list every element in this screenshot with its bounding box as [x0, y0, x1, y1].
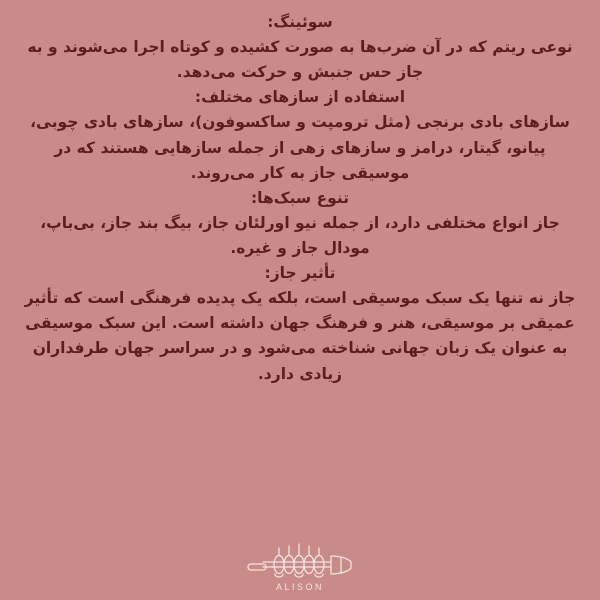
footer-logo-area: [0, 538, 600, 592]
section-heading: استفاده از سازهای مختلف:: [194, 88, 406, 107]
section-heading: تأثیر جاز:: [264, 264, 336, 283]
section-instruments: [22, 85, 578, 185]
section-swing: [22, 10, 578, 85]
section-paragraph: سازهای بادی برنجی (مثل ترومپت و ساکسوفون)، سازهای بادی چوبی، پیانو، گیتار، درامز و سازهای زهی از جمله سازهایی هستند که در موسیقی جاز به کار می‌روند.: [30, 113, 570, 182]
section-paragraph: نوعی ریتم که در آن ضرب‌ها به صورت کشیده و کوتاه اجرا می‌شوند و به جاز حس جنبش و حرکت می‌دهد.: [27, 38, 573, 82]
section-styles: [22, 186, 578, 261]
trumpet-icon: [245, 538, 355, 580]
section-heading: سوئینگ:: [267, 13, 333, 31]
section-heading: تنوع سبک‌ها:: [250, 188, 350, 207]
brand-label: ALISON: [276, 582, 325, 592]
section-influence: [22, 261, 578, 387]
document-content: [22, 10, 578, 387]
section-paragraph: جاز انواع مختلفی دارد، از جمله نیو اورلئان جاز، بیگ بند جاز، بی‌باپ، مودال جاز و غیره.: [40, 213, 560, 257]
section-paragraph: جاز نه تنها یک سبک موسیقی است، بلکه یک پدیده فرهنگی است که تأثیر عمیقی بر موسیقی، هنر و فرهنگ جهان داشته است. این سبک موسیقی به عنوان یک زبان جهانی شناخته می‌شود و در سراسر جهان طرفداران زیادی دارد.: [24, 289, 576, 383]
